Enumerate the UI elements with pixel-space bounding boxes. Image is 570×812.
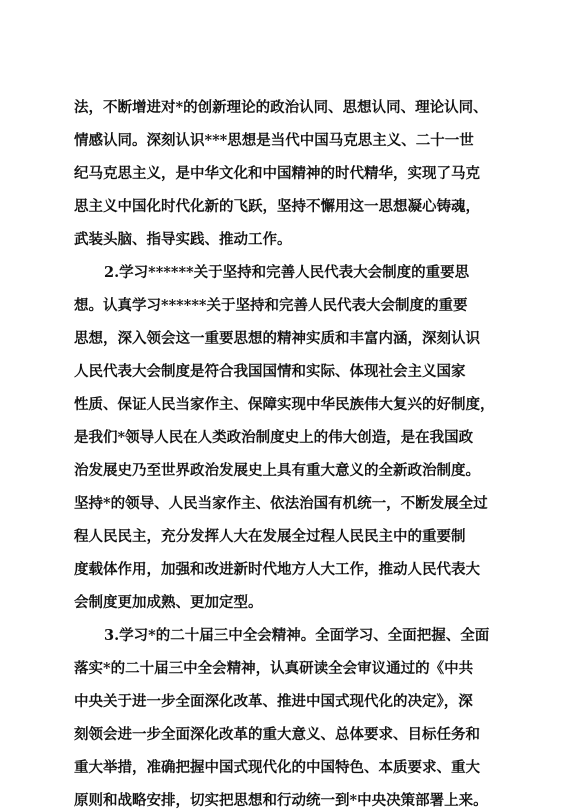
section-heading-line: 2.学习******关于坚持和完善人民代表大会制度的重要思 [104, 264, 470, 281]
text-line: 想。认真学习******关于坚持和完善人民代表大会制度的重要 [74, 297, 468, 314]
text-line: 是我们*领导人民在人类政治制度史上的伟大创造，是在我国政 [74, 429, 474, 446]
text-line: 法，不断增进对*的创新理论的政治认同、思想认同、理论认同、 [74, 99, 488, 116]
text-line: 刻领会进一步全面深化改革的重大意义、总体要求、目标任务和 [74, 726, 480, 743]
text-line: 会制度更加成熟、更加定型。 [74, 594, 263, 611]
text-line: 武装头脑、指导实践、推动工作。 [74, 231, 292, 248]
text-line: 情感认同。深刻认识***思想是当代中国马克思主义、二十一世 [74, 132, 474, 149]
text-line: 纪马克思主义，是中华文化和中国精神的时代精华，实现了马克 [74, 165, 480, 182]
text-line: 思想，深入领会这一重要思想的精神实质和丰富内涵，深刻认识 [74, 330, 480, 347]
section-heading-line: 3.学习*的二十届三中全会精神。全面学习、全面把握、全面 [104, 627, 490, 644]
text-line: 原则和战略安排，切实把思想和行动统一到*中央决策部署上来。 [74, 792, 488, 809]
text-line: 程人民民主，充分发挥人大在发展全过程人民民主中的重要制 [74, 528, 466, 545]
text-line: 治发展史乃至世界政治发展史上具有重大意义的全新政治制度。 [74, 462, 480, 479]
text-line: 重大举措，准确把握中国式现代化的中国特色、本质要求、重大 [74, 759, 480, 776]
text-line: 中央关于进一步全面深化改革、推进中国式现代化的决定》，深 [74, 693, 473, 710]
text-line: 落实*的二十届三中全会精神，认真研读全会审议通过的《中共 [74, 660, 474, 677]
text-line: 性质、保证人民当家作主、保障实现中华民族伟大复兴的好制度， [74, 396, 495, 413]
text-line: 思主义中国化时代化新的飞跃，坚持不懈用这一思想凝心铸魂， [74, 198, 480, 215]
text-line: 坚持*的领导、人民当家作主、依法治国有机统一，不断发展全过 [74, 495, 488, 512]
text-line: 人民代表大会制度是符合我国国情和实际、体现社会主义国家 [74, 363, 466, 380]
text-line: 度载体作用，加强和改进新时代地方人大工作，推动人民代表大 [74, 561, 480, 578]
